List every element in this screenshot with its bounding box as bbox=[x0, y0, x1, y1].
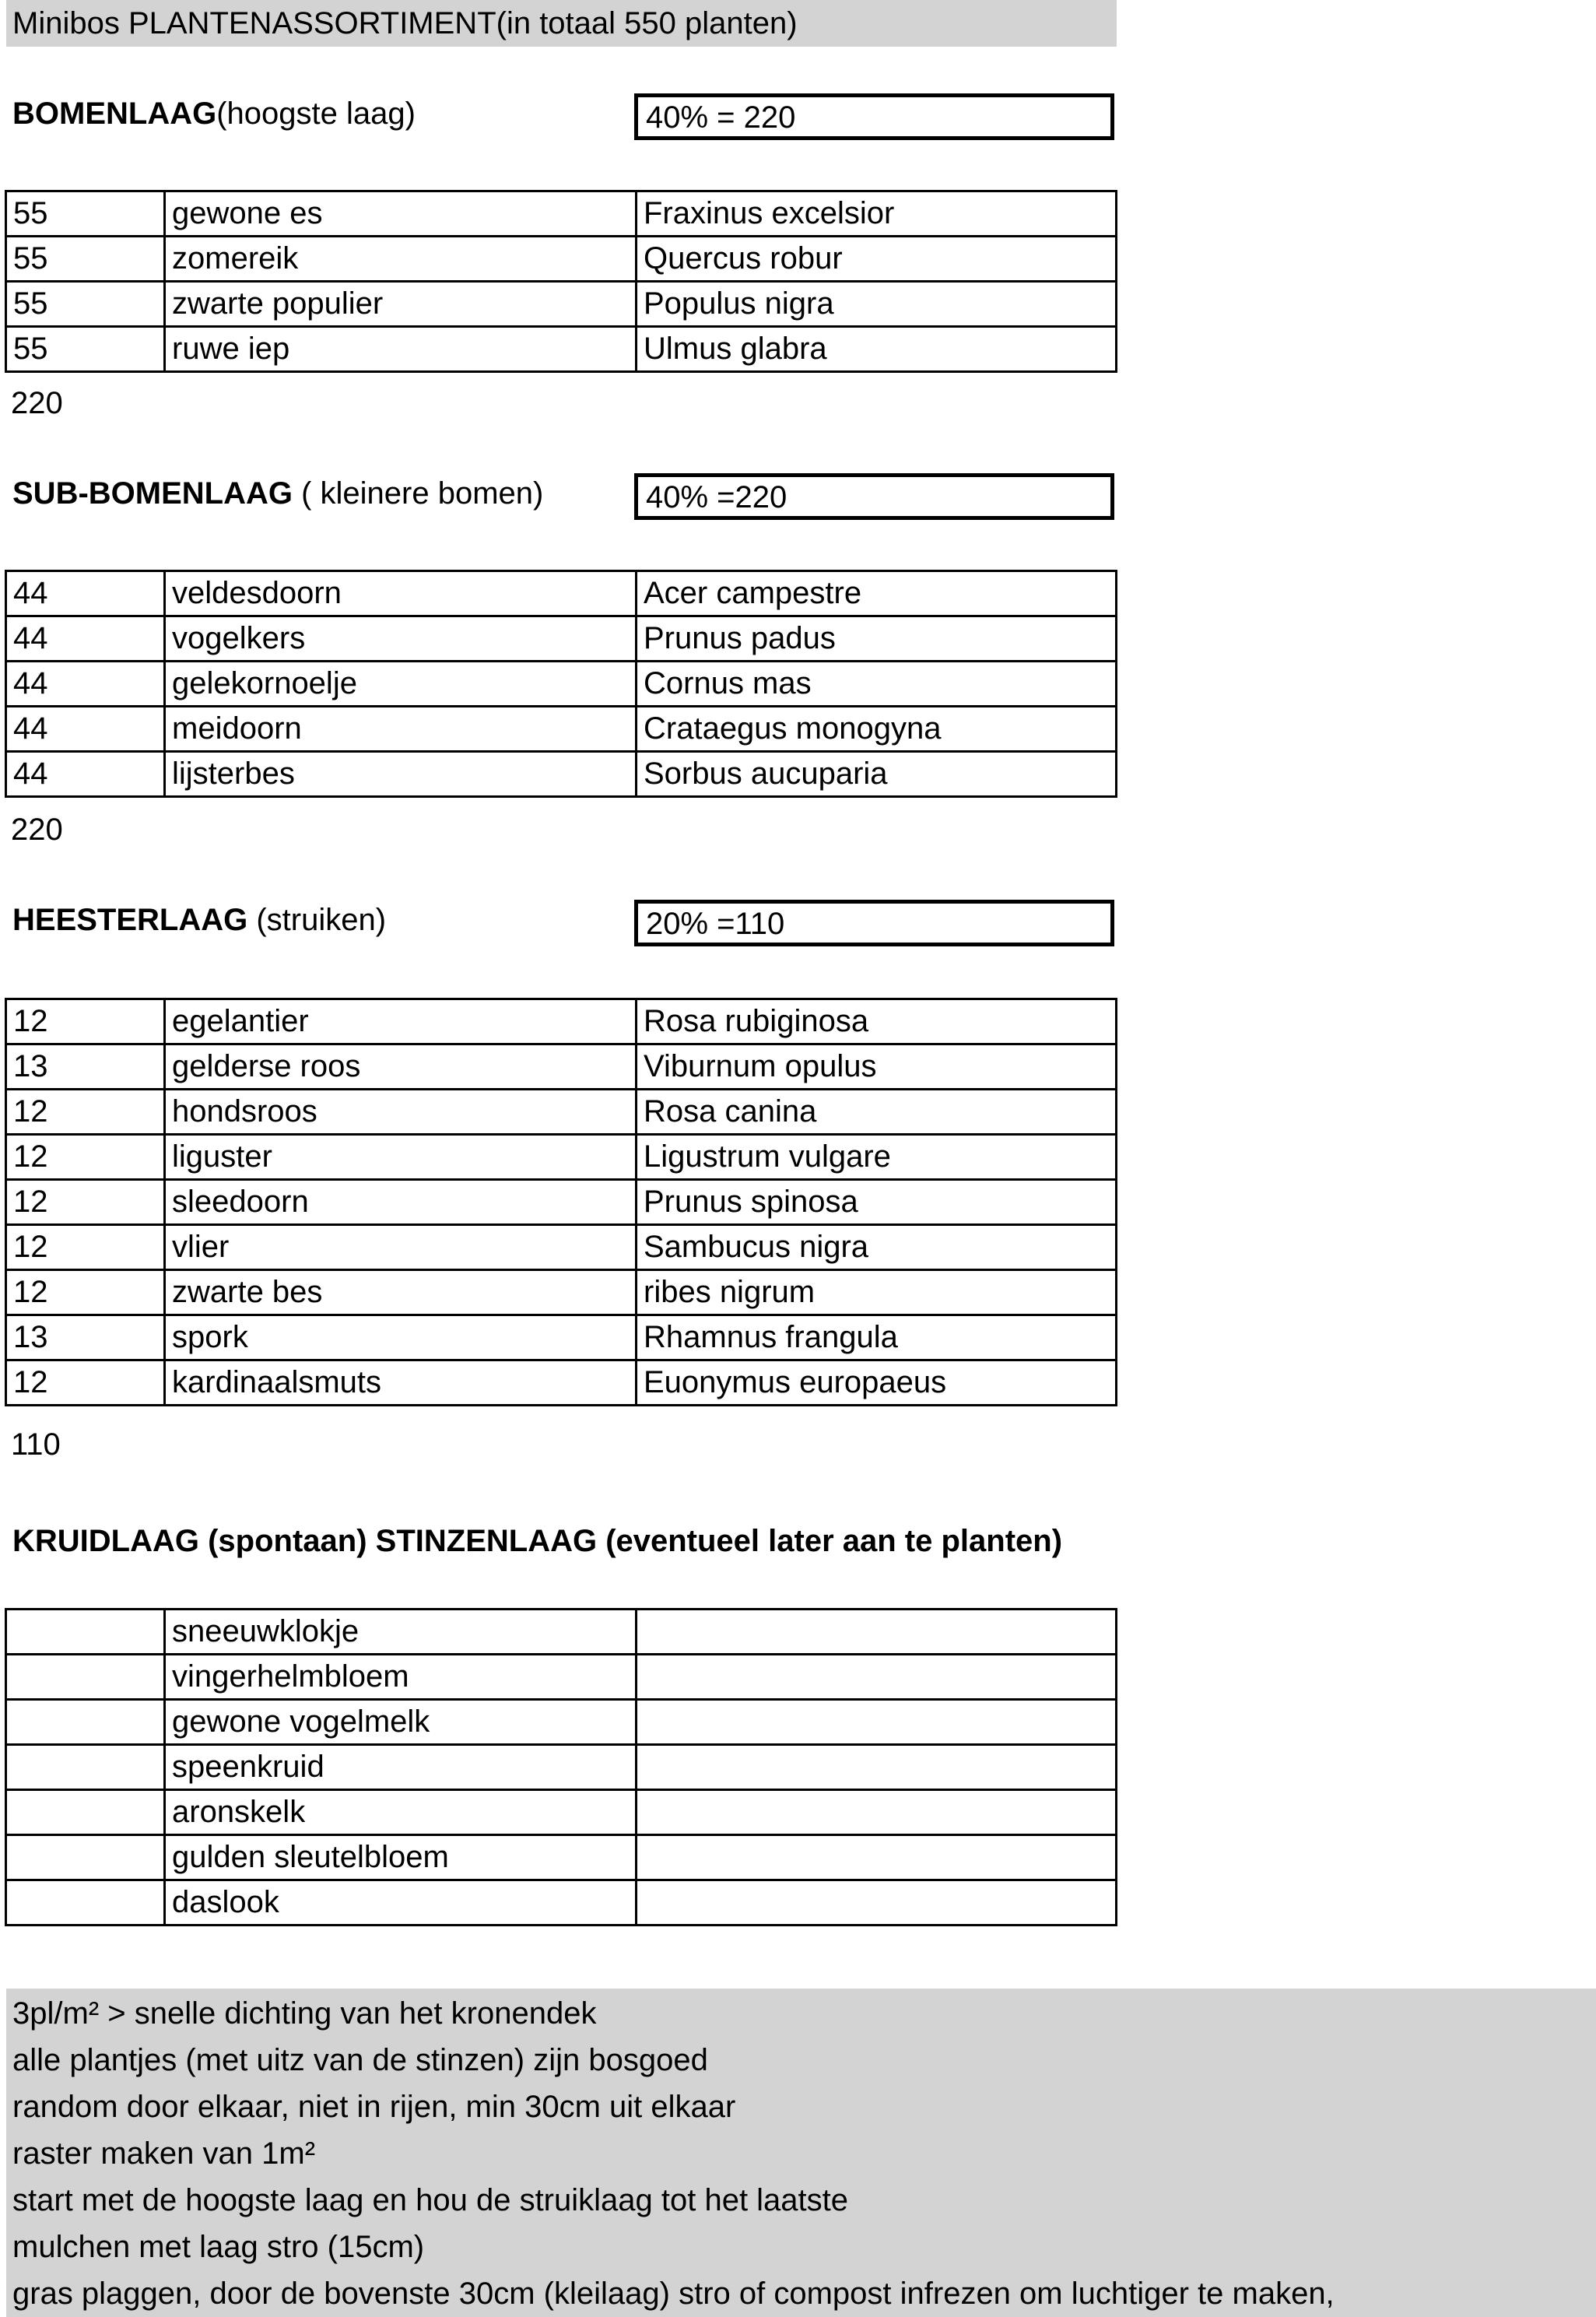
cell-count: 44 bbox=[6, 707, 165, 752]
table-row bbox=[6, 1655, 1117, 1700]
table-row bbox=[6, 752, 1117, 797]
table-row bbox=[6, 1270, 1117, 1315]
table-row bbox=[6, 1835, 1117, 1880]
table-row bbox=[6, 1225, 1117, 1270]
note-line: 3pl/m² > snelle dichting van het kronendek bbox=[12, 1996, 597, 2031]
table-row bbox=[6, 1044, 1117, 1090]
section-heading-bold: HEESTERLAAG bbox=[12, 903, 248, 937]
cell-name: zomereik bbox=[165, 237, 637, 282]
table-row bbox=[6, 662, 1117, 707]
cell-count: 12 bbox=[6, 999, 165, 1044]
section-heading-bold: KRUIDLAAG (spontaan) STINZENLAAG (eventueel later aan te planten) bbox=[12, 1524, 1063, 1558]
cell-latin: Cornus mas bbox=[637, 662, 1117, 707]
table-row bbox=[6, 327, 1117, 372]
section-heading-kruidlaag bbox=[12, 1518, 1062, 1564]
note-line: start met de hoogste laag en hou de struiklaag tot het laatste bbox=[12, 2183, 849, 2217]
cell-name: veldesdoorn bbox=[165, 571, 637, 616]
cell-count: 44 bbox=[6, 571, 165, 616]
cell-count: 12 bbox=[6, 1090, 165, 1135]
cell-name: gelderse roos bbox=[165, 1044, 637, 1090]
cell-latin: Rosa rubiginosa bbox=[637, 999, 1117, 1044]
cell-name: meidoorn bbox=[165, 707, 637, 752]
cell-name: lijsterbes bbox=[165, 752, 637, 797]
cell-count: 12 bbox=[6, 1270, 165, 1315]
title-bar bbox=[6, 0, 1117, 47]
table-row bbox=[6, 1315, 1117, 1360]
cell-latin bbox=[637, 1835, 1117, 1880]
cell-name: speenkruid bbox=[165, 1745, 637, 1790]
cell-name: liguster bbox=[165, 1135, 637, 1180]
cell-name: aronskelk bbox=[165, 1790, 637, 1835]
table-row bbox=[6, 1360, 1117, 1406]
cell-count: 44 bbox=[6, 752, 165, 797]
cell-latin: Quercus robur bbox=[637, 237, 1117, 282]
cell-latin: Prunus padus bbox=[637, 616, 1117, 662]
cell-count: 12 bbox=[6, 1225, 165, 1270]
cell-latin: Fraxinus excelsior bbox=[637, 191, 1117, 237]
section-heading-bold: SUB-BOMENLAAG bbox=[12, 476, 293, 511]
table-row bbox=[6, 707, 1117, 752]
percentage-label: 40% =220 bbox=[646, 480, 787, 514]
cell-count bbox=[6, 1700, 165, 1745]
table-row bbox=[6, 1880, 1117, 1926]
plant-table-bomenlaag bbox=[5, 190, 1117, 373]
note-line: raster maken van 1m² bbox=[12, 2136, 316, 2171]
cell-count bbox=[6, 1835, 165, 1880]
cell-name: gewone vogelmelk bbox=[165, 1700, 637, 1745]
cell-latin: Ligustrum vulgare bbox=[637, 1135, 1117, 1180]
percentage-box-heesterlaag bbox=[634, 900, 1114, 946]
cell-name: egelantier bbox=[165, 999, 637, 1044]
table-row bbox=[6, 1610, 1117, 1655]
cell-name: hondsroos bbox=[165, 1090, 637, 1135]
cell-latin: Sambucus nigra bbox=[637, 1225, 1117, 1270]
cell-name: zwarte populier bbox=[165, 282, 637, 327]
cell-latin: Ulmus glabra bbox=[637, 327, 1117, 372]
cell-count: 44 bbox=[6, 616, 165, 662]
cell-count: 44 bbox=[6, 662, 165, 707]
cell-latin bbox=[637, 1610, 1117, 1655]
notes-block bbox=[6, 1989, 1596, 2317]
cell-name: vingerhelmbloem bbox=[165, 1655, 637, 1700]
cell-count: 12 bbox=[6, 1360, 165, 1406]
table-row bbox=[6, 1135, 1117, 1180]
cell-latin bbox=[637, 1700, 1117, 1745]
note-line: gras plaggen, door de bovenste 30cm (kleilaag) stro of compost infrezen om luchtiger te maken, bbox=[12, 2277, 1335, 2311]
cell-count: 55 bbox=[6, 282, 165, 327]
cell-latin: Euonymus europaeus bbox=[637, 1360, 1117, 1406]
cell-count: 55 bbox=[6, 327, 165, 372]
table-row bbox=[6, 616, 1117, 662]
cell-latin bbox=[637, 1880, 1117, 1926]
table-row bbox=[6, 571, 1117, 616]
plant-table-sub-bomenlaag bbox=[5, 570, 1117, 798]
cell-name: ruwe iep bbox=[165, 327, 637, 372]
plant-table-kruidlaag bbox=[5, 1608, 1117, 1926]
cell-count bbox=[6, 1880, 165, 1926]
note-line: random door elkaar, niet in rijen, min 30cm uit elkaar bbox=[12, 2090, 736, 2124]
table-row bbox=[6, 1700, 1117, 1745]
cell-latin: Crataegus monogyna bbox=[637, 707, 1117, 752]
cell-name: gulden sleutelbloem bbox=[165, 1835, 637, 1880]
section-total: 110 bbox=[11, 1427, 61, 1462]
cell-latin: Sorbus aucuparia bbox=[637, 752, 1117, 797]
cell-latin: Viburnum opulus bbox=[637, 1044, 1117, 1090]
cell-latin bbox=[637, 1655, 1117, 1700]
section-heading-heesterlaag bbox=[12, 897, 386, 943]
table-row bbox=[6, 237, 1117, 282]
note-line: alle plantjes (met uitz van de stinzen) zijn bosgoed bbox=[12, 2043, 708, 2077]
table-row bbox=[6, 191, 1117, 237]
table-row bbox=[6, 1090, 1117, 1135]
section-total: 220 bbox=[11, 813, 63, 847]
cell-name: gewone es bbox=[165, 191, 637, 237]
section-heading-bomenlaag bbox=[12, 90, 416, 137]
cell-name: sneeuwklokje bbox=[165, 1610, 637, 1655]
percentage-box-bomenlaag bbox=[634, 93, 1114, 140]
section-heading-note: (hoogste laag) bbox=[216, 97, 416, 131]
cell-count: 13 bbox=[6, 1044, 165, 1090]
cell-count: 12 bbox=[6, 1135, 165, 1180]
cell-latin: Rosa canina bbox=[637, 1090, 1117, 1135]
section-heading-bold: BOMENLAAG bbox=[12, 97, 217, 131]
table-row bbox=[6, 1745, 1117, 1790]
cell-name: zwarte bes bbox=[165, 1270, 637, 1315]
cell-count: 12 bbox=[6, 1180, 165, 1225]
cell-latin: Prunus spinosa bbox=[637, 1180, 1117, 1225]
cell-name: spork bbox=[165, 1315, 637, 1360]
cell-name: daslook bbox=[165, 1880, 637, 1926]
table-row bbox=[6, 1180, 1117, 1225]
cell-name: kardinaalsmuts bbox=[165, 1360, 637, 1406]
percentage-label: 40% = 220 bbox=[646, 100, 796, 135]
section-heading-note: ( kleinere bomen) bbox=[292, 476, 544, 511]
cell-latin: Rhamnus frangula bbox=[637, 1315, 1117, 1360]
cell-latin: ribes nigrum bbox=[637, 1270, 1117, 1315]
cell-latin bbox=[637, 1745, 1117, 1790]
cell-latin: Populus nigra bbox=[637, 282, 1117, 327]
cell-count bbox=[6, 1745, 165, 1790]
section-heading-note: (struiken) bbox=[247, 903, 387, 937]
cell-latin bbox=[637, 1790, 1117, 1835]
percentage-label: 20% =110 bbox=[646, 907, 785, 941]
percentage-box-sub-bomenlaag bbox=[634, 473, 1114, 520]
table-row bbox=[6, 1790, 1117, 1835]
table-row bbox=[6, 282, 1117, 327]
cell-count: 13 bbox=[6, 1315, 165, 1360]
table-row bbox=[6, 999, 1117, 1044]
cell-count bbox=[6, 1610, 165, 1655]
cell-count bbox=[6, 1655, 165, 1700]
plant-table-heesterlaag bbox=[5, 998, 1117, 1406]
section-total: 220 bbox=[11, 386, 63, 420]
cell-name: sleedoorn bbox=[165, 1180, 637, 1225]
section-heading-sub-bomenlaag bbox=[12, 470, 543, 517]
cell-count bbox=[6, 1790, 165, 1835]
note-line: mulchen met laag stro (15cm) bbox=[12, 2230, 425, 2264]
cell-count: 55 bbox=[6, 237, 165, 282]
cell-count: 55 bbox=[6, 191, 165, 237]
cell-latin: Acer campestre bbox=[637, 571, 1117, 616]
cell-name: gelekornoelje bbox=[165, 662, 637, 707]
page-title: Minibos PLANTENASSORTIMENT(in totaal 550 planten) bbox=[12, 6, 798, 40]
cell-name: vlier bbox=[165, 1225, 637, 1270]
cell-name: vogelkers bbox=[165, 616, 637, 662]
